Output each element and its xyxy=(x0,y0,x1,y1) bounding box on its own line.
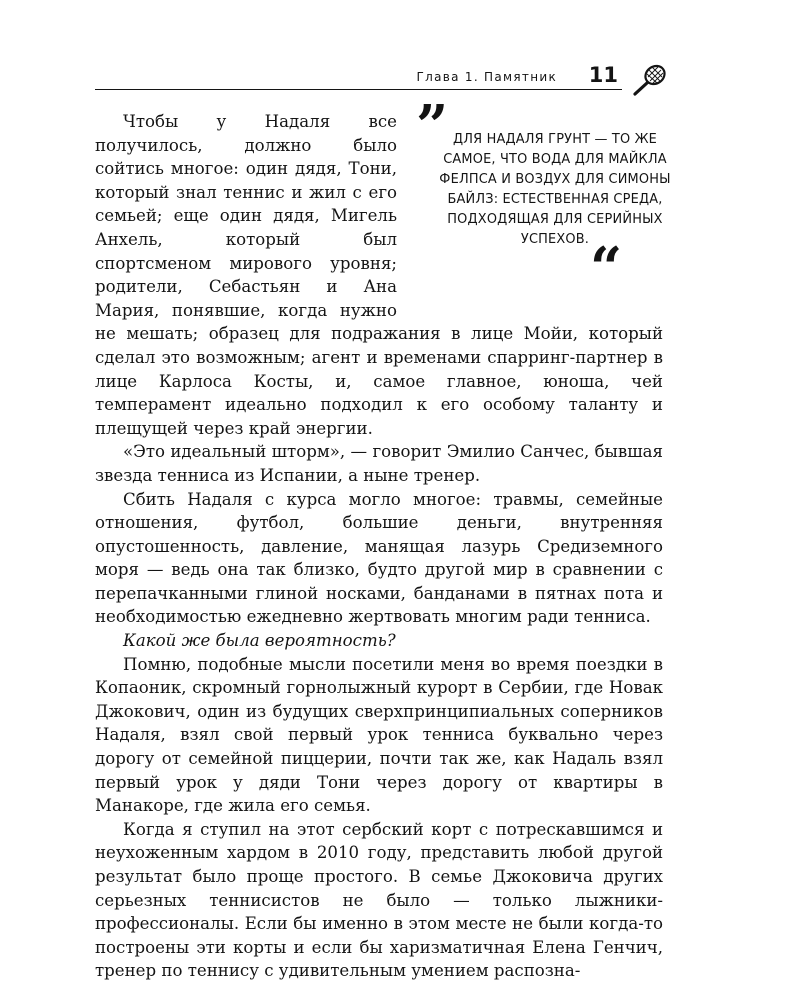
paragraph: Когда я ступил на этот сербский корт с потрескавшимся и неухоженным хардом в 2010 году, представить любой другой результат было проще простого. В семье Джоковича других серьезных теннисистов не было — только лыжники-профессионалы. Если бы именно в этом месте не были когда-то построены эти корты и если бы харизматичная Елена Генчич, тренер по теннису с удивительным умением распозна- xyxy=(95,819,663,981)
italic-question: Какой же была вероятность? xyxy=(123,631,396,651)
close-quote-mark: “ xyxy=(590,235,623,301)
running-header xyxy=(95,62,675,96)
pull-quote-text: ДЛЯ НАДАЛЯ ГРУНТ — ТО ЖЕ САМОЕ, ЧТО ВОДА ДЛЯ МАЙКЛА ФЕЛПСА И ВОЗДУХ ДЛЯ СИМОНЫ БАЙЛЗ: ЕСТЕСТВЕННАЯ СРЕДА, ПОДХОДЯЩАЯ ДЛЯ СЕРИЙНЫХ УСПЕХОВ. xyxy=(439,132,671,247)
paragraph: Помню, подобные мысли посетили меня во время поездки в Копаоник, скромный горнолыжный курорт в Сербии, где Новак Джокович, один из будущих сверхпринципиальных соперников Надаля, взял свой первый урок тенниса буквально через дорогу от семейной пиццерии, почти так же, как Надаль взял первый урок у дяди Тони через дорогу от квартиры в Манакоре, где жила его семья. xyxy=(95,654,663,816)
body-text xyxy=(95,93,671,983)
pull-quote xyxy=(409,93,684,302)
open-quote-mark: ” xyxy=(416,93,449,159)
page-number: 11 xyxy=(588,63,618,87)
paragraph: Чтобы у Надаля все получилось, должно было сойтись многое: один дядя, Тони, который знал теннис и жил с его семьей; еще один дядя, Мигель Анхель, который был спортсменом мирового уровня; родители, Себастьян и Ана Мария, понявшие, когда нужно не мешать; образец для подражания в лице Мойи, который сделал это возможным; агент и временами спарринг-партнер в лице Карлоса Косты, и, самое главное, юноша, чей темперамент идеально подходил к его особому таланту и плещущей через край энергии. xyxy=(95,112,663,438)
paragraph: Сбить Надаля с курса могло многое: травмы, семейные отношения, футбол, большие деньги, внутренняя опустошенность, давление, манящая лазурь Средиземного моря — ведь она так близко, будто другой мир в сравнении с перепачканными глиной носками, банданами в пятнах пота и необходимостью ежедневно жертвовать многим ради тенниса. xyxy=(95,489,663,627)
header-rule xyxy=(95,89,622,90)
paragraph: «Это идеальный шторм», — говорит Эмилио Санчес, бывшая звезда тенниса из Испании, а ныне тренер. xyxy=(95,442,663,485)
tennis-racket-icon xyxy=(629,62,669,96)
chapter-title: Глава 1. Памятник xyxy=(416,70,557,84)
